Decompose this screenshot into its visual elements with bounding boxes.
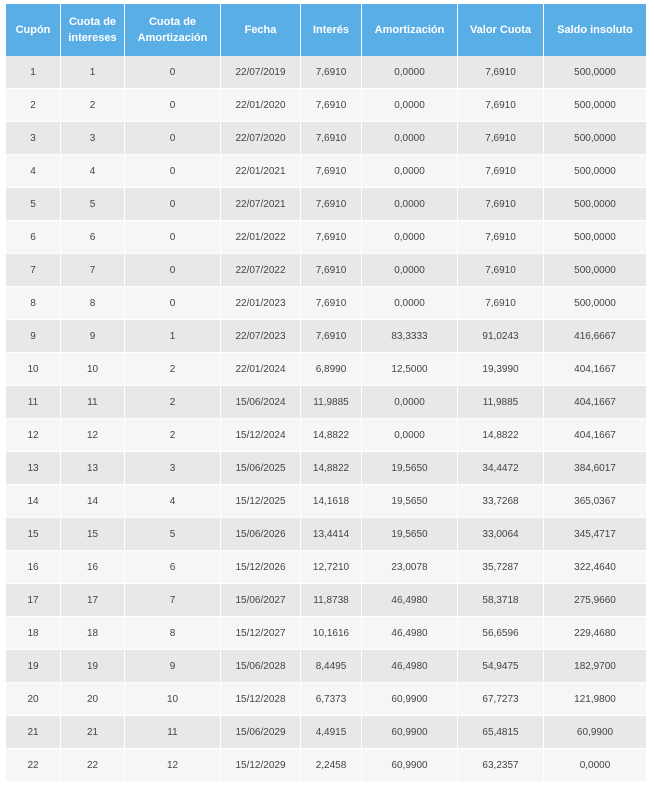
cell-cupon: 7 xyxy=(6,254,61,287)
cell-interes: 8,4495 xyxy=(301,650,362,683)
cell-saldo-insoluto: 384,6017 xyxy=(544,452,646,485)
cell-cuota-intereses: 8 xyxy=(61,287,125,320)
cell-cuota-intereses: 17 xyxy=(61,584,125,617)
cell-interes: 2,2458 xyxy=(301,749,362,782)
cell-cuota-intereses: 21 xyxy=(61,716,125,749)
cell-valor-cuota: 54,9475 xyxy=(458,650,544,683)
cell-cuota-intereses: 7 xyxy=(61,254,125,287)
cell-valor-cuota: 7,6910 xyxy=(458,188,544,221)
cell-valor-cuota: 56,6596 xyxy=(458,617,544,650)
cell-cuota-intereses: 14 xyxy=(61,485,125,518)
cell-interes: 7,6910 xyxy=(301,122,362,155)
cell-interes: 7,6910 xyxy=(301,320,362,353)
table-row xyxy=(6,650,646,683)
header-amortizacion: Amortización xyxy=(362,4,458,56)
cell-fecha: 22/07/2021 xyxy=(221,188,301,221)
cell-cuota-intereses: 5 xyxy=(61,188,125,221)
cell-valor-cuota: 67,7273 xyxy=(458,683,544,716)
cell-cuota-intereses: 9 xyxy=(61,320,125,353)
cell-cuota-amortizacion: 2 xyxy=(125,419,221,452)
cell-cuota-intereses: 20 xyxy=(61,683,125,716)
cell-valor-cuota: 19,3990 xyxy=(458,353,544,386)
cell-interes: 13,4414 xyxy=(301,518,362,551)
table-row xyxy=(6,683,646,716)
cell-fecha: 15/06/2026 xyxy=(221,518,301,551)
cell-cuota-intereses: 11 xyxy=(61,386,125,419)
cell-saldo-insoluto: 500,0000 xyxy=(544,155,646,188)
cell-interes: 14,8822 xyxy=(301,452,362,485)
cell-valor-cuota: 7,6910 xyxy=(458,122,544,155)
cell-valor-cuota: 35,7287 xyxy=(458,551,544,584)
cell-cupon: 19 xyxy=(6,650,61,683)
table-row xyxy=(6,716,646,749)
cell-fecha: 15/06/2025 xyxy=(221,452,301,485)
cell-valor-cuota: 63,2357 xyxy=(458,749,544,782)
cell-amortizacion: 60,9900 xyxy=(362,683,458,716)
cell-cuota-amortizacion: 0 xyxy=(125,89,221,122)
cell-saldo-insoluto: 500,0000 xyxy=(544,56,646,89)
table-row xyxy=(6,617,646,650)
cell-cuota-amortizacion: 12 xyxy=(125,749,221,782)
cell-cupon: 4 xyxy=(6,155,61,188)
cell-saldo-insoluto: 500,0000 xyxy=(544,221,646,254)
cell-interes: 11,8738 xyxy=(301,584,362,617)
header-valor-cuota: Valor Cuota xyxy=(458,4,544,56)
cell-cuota-amortizacion: 10 xyxy=(125,683,221,716)
cell-saldo-insoluto: 500,0000 xyxy=(544,89,646,122)
cell-saldo-insoluto: 182,9700 xyxy=(544,650,646,683)
table-row xyxy=(6,155,646,188)
cell-saldo-insoluto: 121,9800 xyxy=(544,683,646,716)
cell-interes: 6,7373 xyxy=(301,683,362,716)
cell-cuota-intereses: 3 xyxy=(61,122,125,155)
cell-cupon: 13 xyxy=(6,452,61,485)
table-row xyxy=(6,485,646,518)
cell-cuota-intereses: 2 xyxy=(61,89,125,122)
cell-interes: 11,9885 xyxy=(301,386,362,419)
cell-fecha: 22/07/2019 xyxy=(221,56,301,89)
table-row xyxy=(6,518,646,551)
cell-valor-cuota: 58,3718 xyxy=(458,584,544,617)
cell-cuota-amortizacion: 9 xyxy=(125,650,221,683)
cell-cupon: 20 xyxy=(6,683,61,716)
cell-cuota-intereses: 19 xyxy=(61,650,125,683)
cell-amortizacion: 0,0000 xyxy=(362,254,458,287)
cell-amortizacion: 0,0000 xyxy=(362,155,458,188)
cell-saldo-insoluto: 416,6667 xyxy=(544,320,646,353)
cell-saldo-insoluto: 229,4680 xyxy=(544,617,646,650)
cell-fecha: 22/01/2020 xyxy=(221,89,301,122)
cell-fecha: 15/06/2029 xyxy=(221,716,301,749)
cell-cupon: 11 xyxy=(6,386,61,419)
cell-cuota-amortizacion: 1 xyxy=(125,320,221,353)
cell-cuota-intereses: 22 xyxy=(61,749,125,782)
cell-fecha: 15/12/2028 xyxy=(221,683,301,716)
cell-valor-cuota: 33,0064 xyxy=(458,518,544,551)
header-fecha: Fecha xyxy=(221,4,301,56)
cell-fecha: 15/06/2024 xyxy=(221,386,301,419)
table-row xyxy=(6,452,646,485)
cell-valor-cuota: 34,4472 xyxy=(458,452,544,485)
cell-saldo-insoluto: 345,4717 xyxy=(544,518,646,551)
cell-saldo-insoluto: 322,4640 xyxy=(544,551,646,584)
cell-fecha: 22/07/2022 xyxy=(221,254,301,287)
amortization-table xyxy=(6,4,646,782)
cell-cuota-amortizacion: 0 xyxy=(125,221,221,254)
cell-amortizacion: 19,5650 xyxy=(362,485,458,518)
cell-cuota-amortizacion: 4 xyxy=(125,485,221,518)
cell-fecha: 15/12/2027 xyxy=(221,617,301,650)
cell-fecha: 22/01/2022 xyxy=(221,221,301,254)
cell-saldo-insoluto: 404,1667 xyxy=(544,386,646,419)
table-row xyxy=(6,56,646,89)
cell-valor-cuota: 14,8822 xyxy=(458,419,544,452)
cell-amortizacion: 0,0000 xyxy=(362,188,458,221)
cell-fecha: 15/12/2024 xyxy=(221,419,301,452)
cell-cuota-amortizacion: 5 xyxy=(125,518,221,551)
header-saldo-insoluto: Saldo insoluto xyxy=(544,4,646,56)
cell-saldo-insoluto: 60,9900 xyxy=(544,716,646,749)
cell-amortizacion: 60,9900 xyxy=(362,749,458,782)
table-row xyxy=(6,320,646,353)
cell-interes: 14,1618 xyxy=(301,485,362,518)
cell-saldo-insoluto: 365,0367 xyxy=(544,485,646,518)
cell-cuota-amortizacion: 11 xyxy=(125,716,221,749)
cell-amortizacion: 46,4980 xyxy=(362,584,458,617)
cell-cuota-amortizacion: 8 xyxy=(125,617,221,650)
cell-cuota-amortizacion: 0 xyxy=(125,254,221,287)
cell-fecha: 22/01/2023 xyxy=(221,287,301,320)
cell-amortizacion: 83,3333 xyxy=(362,320,458,353)
cell-interes: 7,6910 xyxy=(301,221,362,254)
cell-cupon: 6 xyxy=(6,221,61,254)
cell-fecha: 15/12/2029 xyxy=(221,749,301,782)
cell-amortizacion: 46,4980 xyxy=(362,617,458,650)
cell-saldo-insoluto: 500,0000 xyxy=(544,254,646,287)
cell-cupon: 8 xyxy=(6,287,61,320)
cell-valor-cuota: 7,6910 xyxy=(458,155,544,188)
cell-amortizacion: 0,0000 xyxy=(362,56,458,89)
cell-interes: 7,6910 xyxy=(301,155,362,188)
cell-amortizacion: 46,4980 xyxy=(362,650,458,683)
cell-amortizacion: 0,0000 xyxy=(362,89,458,122)
cell-cupon: 5 xyxy=(6,188,61,221)
header-cupon: Cupón xyxy=(6,4,61,56)
cell-cuota-amortizacion: 0 xyxy=(125,155,221,188)
cell-amortizacion: 60,9900 xyxy=(362,716,458,749)
cell-cupon: 17 xyxy=(6,584,61,617)
cell-valor-cuota: 7,6910 xyxy=(458,254,544,287)
cell-amortizacion: 0,0000 xyxy=(362,287,458,320)
cell-cuota-amortizacion: 0 xyxy=(125,56,221,89)
table-row xyxy=(6,287,646,320)
cell-fecha: 22/07/2020 xyxy=(221,122,301,155)
cell-interes: 6,8990 xyxy=(301,353,362,386)
cell-fecha: 15/12/2026 xyxy=(221,551,301,584)
table-row xyxy=(6,551,646,584)
cell-cuota-amortizacion: 0 xyxy=(125,122,221,155)
cell-amortizacion: 0,0000 xyxy=(362,419,458,452)
table-row xyxy=(6,221,646,254)
cell-saldo-insoluto: 500,0000 xyxy=(544,188,646,221)
cell-valor-cuota: 91,0243 xyxy=(458,320,544,353)
cell-cuota-intereses: 10 xyxy=(61,353,125,386)
cell-cupon: 9 xyxy=(6,320,61,353)
cell-cuota-amortizacion: 0 xyxy=(125,188,221,221)
table-body xyxy=(6,56,646,782)
cell-cupon: 21 xyxy=(6,716,61,749)
cell-fecha: 15/06/2027 xyxy=(221,584,301,617)
cell-cuota-amortizacion: 2 xyxy=(125,386,221,419)
cell-amortizacion: 19,5650 xyxy=(362,518,458,551)
cell-saldo-insoluto: 404,1667 xyxy=(544,353,646,386)
header-interes: Interés xyxy=(301,4,362,56)
cell-cuota-amortizacion: 7 xyxy=(125,584,221,617)
cell-amortizacion: 0,0000 xyxy=(362,122,458,155)
cell-cupon: 2 xyxy=(6,89,61,122)
cell-saldo-insoluto: 0,0000 xyxy=(544,749,646,782)
cell-cupon: 22 xyxy=(6,749,61,782)
cell-interes: 7,6910 xyxy=(301,287,362,320)
cell-cuota-intereses: 1 xyxy=(61,56,125,89)
cell-interes: 4,4915 xyxy=(301,716,362,749)
cell-cuota-intereses: 16 xyxy=(61,551,125,584)
cell-saldo-insoluto: 275,9660 xyxy=(544,584,646,617)
cell-cuota-intereses: 4 xyxy=(61,155,125,188)
cell-saldo-insoluto: 404,1667 xyxy=(544,419,646,452)
cell-interes: 14,8822 xyxy=(301,419,362,452)
header-cuota-intereses: Cuota de intereses xyxy=(61,4,125,56)
cell-fecha: 22/01/2024 xyxy=(221,353,301,386)
cell-cuota-intereses: 12 xyxy=(61,419,125,452)
cell-cuota-intereses: 13 xyxy=(61,452,125,485)
cell-valor-cuota: 11,9885 xyxy=(458,386,544,419)
cell-fecha: 15/06/2028 xyxy=(221,650,301,683)
cell-cupon: 12 xyxy=(6,419,61,452)
cell-valor-cuota: 7,6910 xyxy=(458,89,544,122)
cell-cupon: 14 xyxy=(6,485,61,518)
cell-cupon: 15 xyxy=(6,518,61,551)
cell-fecha: 15/12/2025 xyxy=(221,485,301,518)
cell-interes: 7,6910 xyxy=(301,188,362,221)
cell-interes: 7,6910 xyxy=(301,89,362,122)
cell-cuota-intereses: 15 xyxy=(61,518,125,551)
cell-interes: 10,1616 xyxy=(301,617,362,650)
cell-cupon: 16 xyxy=(6,551,61,584)
cell-fecha: 22/01/2021 xyxy=(221,155,301,188)
cell-cuota-intereses: 6 xyxy=(61,221,125,254)
header-cuota-amortizacion: Cuota de Amortización xyxy=(125,4,221,56)
cell-saldo-insoluto: 500,0000 xyxy=(544,122,646,155)
cell-valor-cuota: 7,6910 xyxy=(458,221,544,254)
cell-valor-cuota: 65,4815 xyxy=(458,716,544,749)
table-row xyxy=(6,584,646,617)
cell-amortizacion: 19,5650 xyxy=(362,452,458,485)
cell-valor-cuota: 7,6910 xyxy=(458,56,544,89)
table-row xyxy=(6,419,646,452)
cell-cuota-amortizacion: 2 xyxy=(125,353,221,386)
table-row xyxy=(6,254,646,287)
cell-cuota-amortizacion: 3 xyxy=(125,452,221,485)
cell-cupon: 1 xyxy=(6,56,61,89)
table-row xyxy=(6,386,646,419)
table-header-row xyxy=(6,4,646,56)
cell-fecha: 22/07/2023 xyxy=(221,320,301,353)
cell-cuota-amortizacion: 6 xyxy=(125,551,221,584)
cell-interes: 7,6910 xyxy=(301,254,362,287)
cell-saldo-insoluto: 500,0000 xyxy=(544,287,646,320)
table-row xyxy=(6,749,646,782)
table-row xyxy=(6,122,646,155)
cell-valor-cuota: 7,6910 xyxy=(458,287,544,320)
cell-amortizacion: 0,0000 xyxy=(362,386,458,419)
cell-cupon: 18 xyxy=(6,617,61,650)
cell-amortizacion: 23,0078 xyxy=(362,551,458,584)
cell-amortizacion: 12,5000 xyxy=(362,353,458,386)
table-row xyxy=(6,353,646,386)
cell-cupon: 10 xyxy=(6,353,61,386)
cell-interes: 12,7210 xyxy=(301,551,362,584)
table-row xyxy=(6,89,646,122)
cell-cuota-amortizacion: 0 xyxy=(125,287,221,320)
cell-valor-cuota: 33,7268 xyxy=(458,485,544,518)
cell-amortizacion: 0,0000 xyxy=(362,221,458,254)
cell-interes: 7,6910 xyxy=(301,56,362,89)
cell-cuota-intereses: 18 xyxy=(61,617,125,650)
table-row xyxy=(6,188,646,221)
cell-cupon: 3 xyxy=(6,122,61,155)
